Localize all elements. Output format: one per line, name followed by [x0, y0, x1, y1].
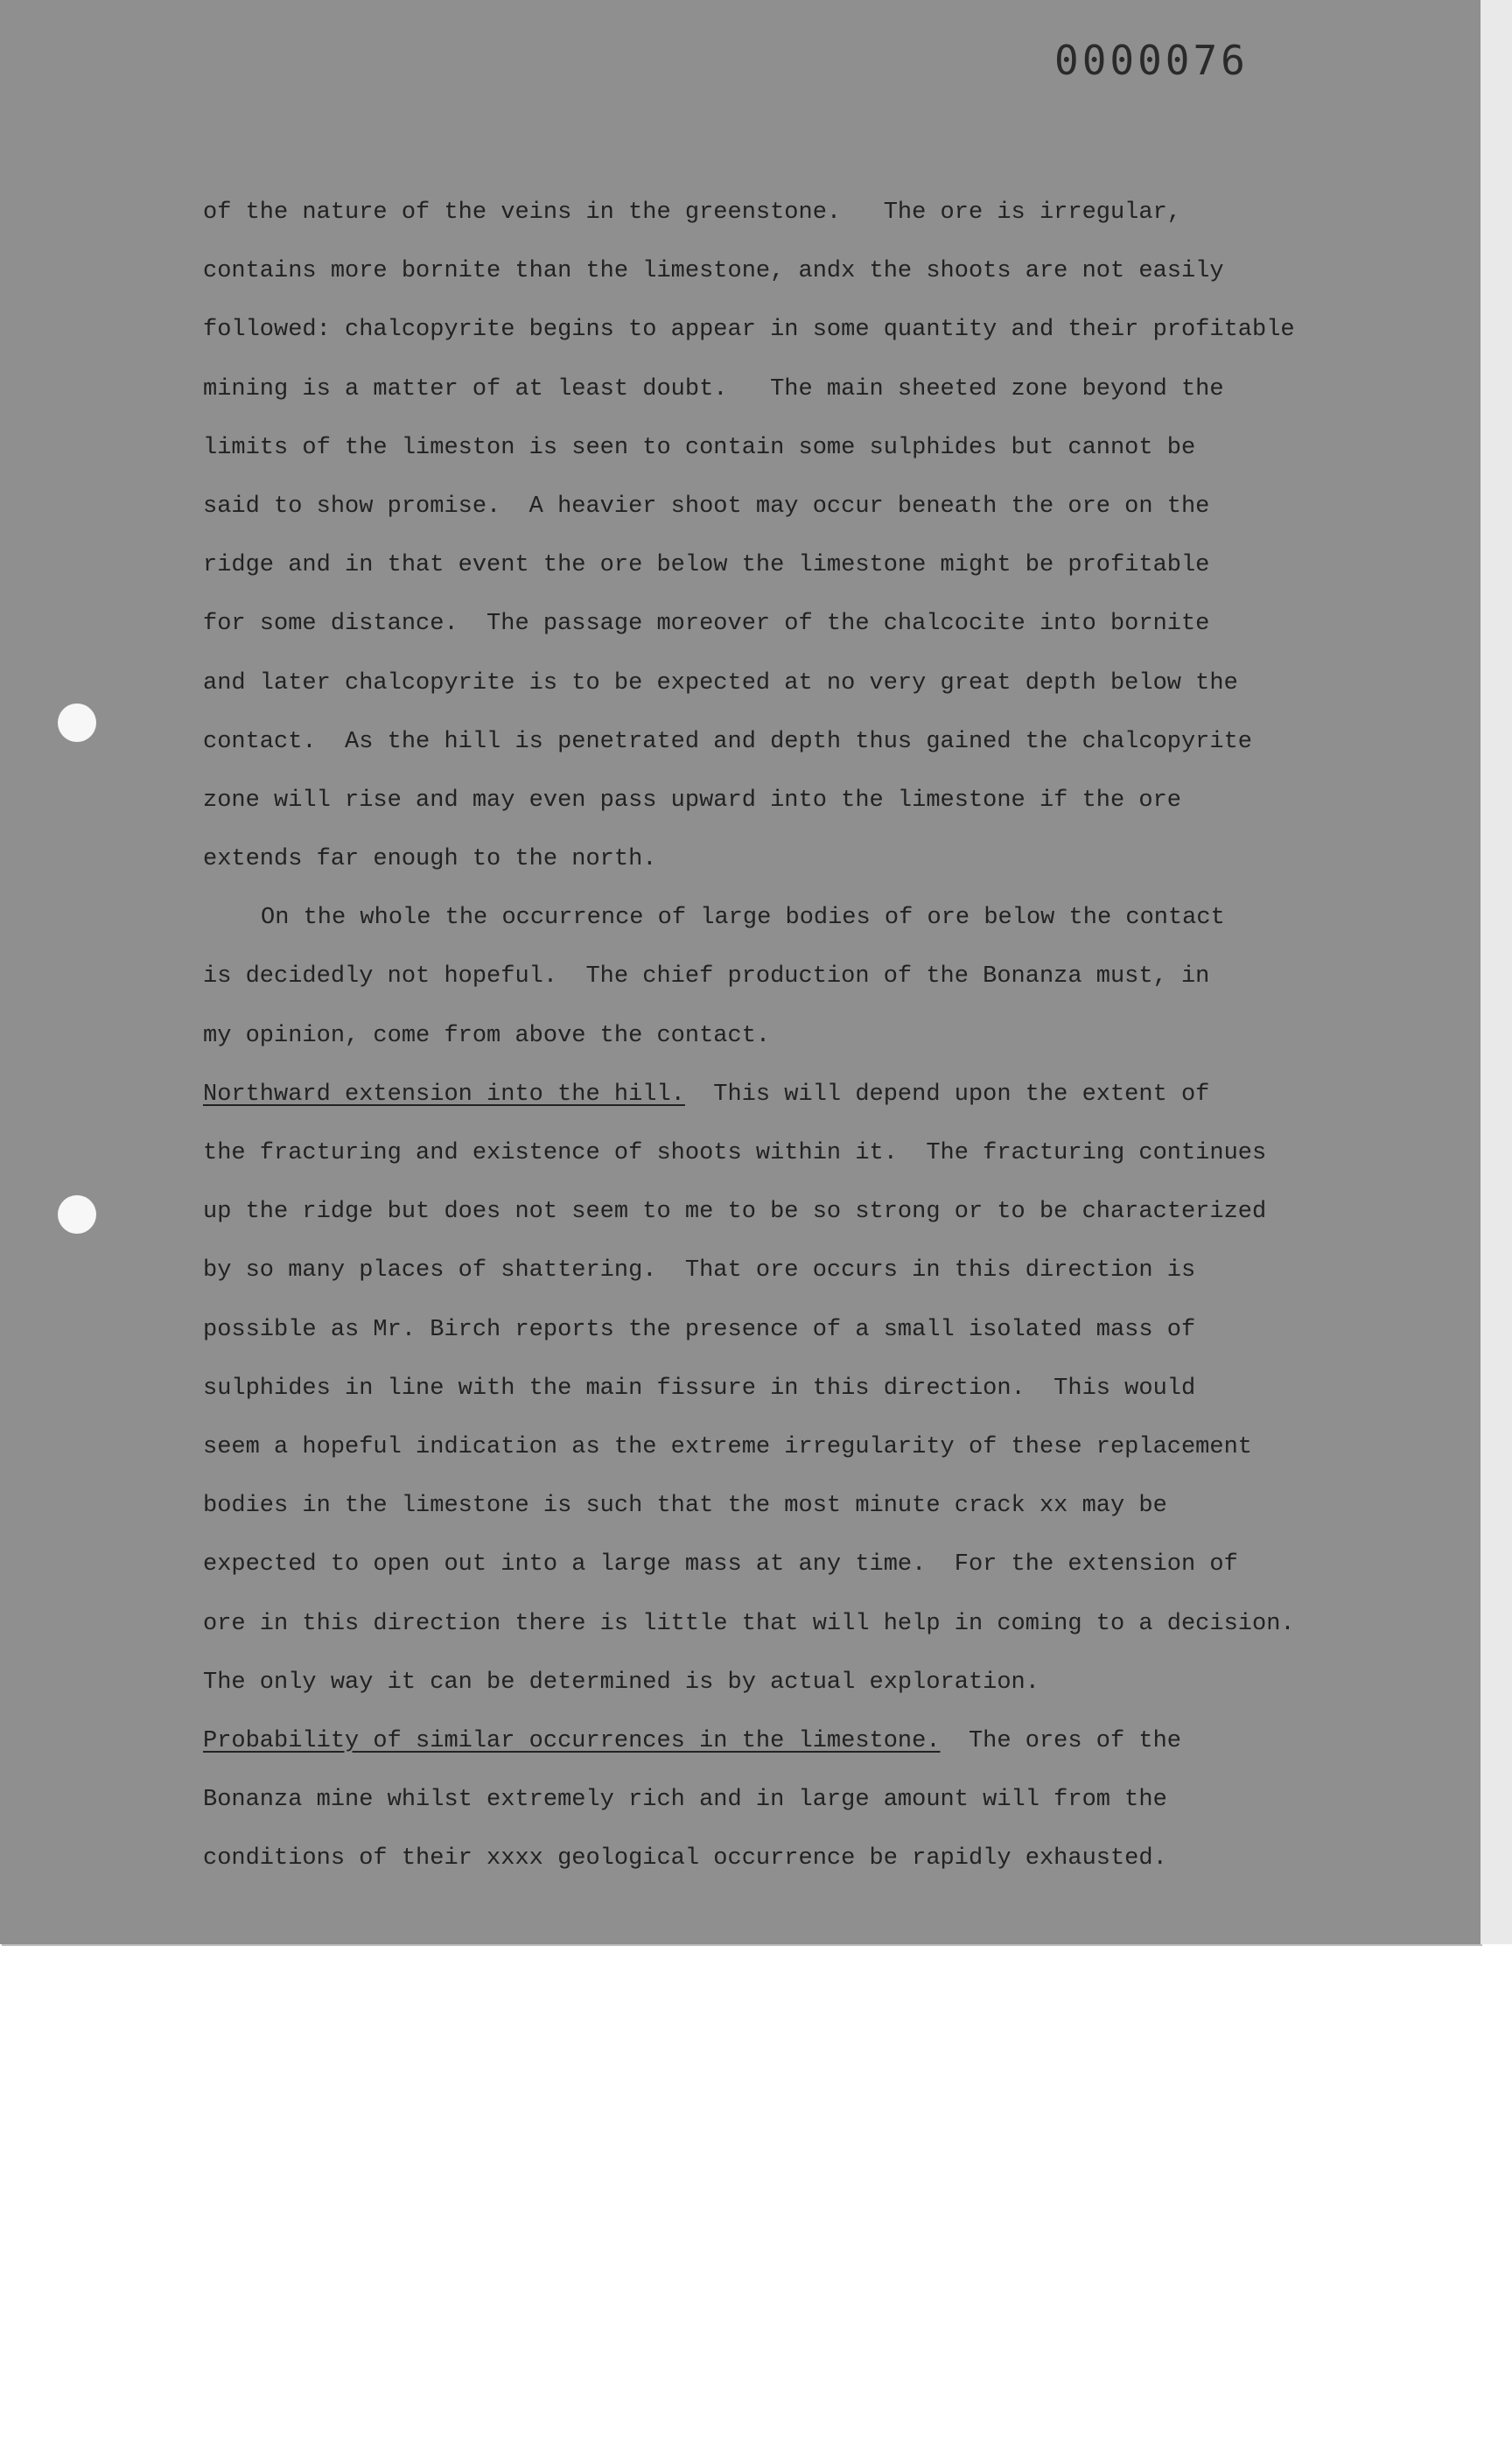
- text-line: [203, 1124, 1367, 1183]
- line-text: by so many places of shattering. That ore occurs in this direction is: [203, 1257, 1196, 1284]
- punch-hole-top: [58, 704, 96, 742]
- text-line: [203, 360, 1367, 419]
- line-text: conditions of their xxxx geological occurrence be rapidly exhausted.: [203, 1845, 1167, 1872]
- line-text: Bonanza mine whilst extremely rich and in large amount will from the: [203, 1787, 1167, 1814]
- text-line: [203, 1301, 1367, 1360]
- line-text: my opinion, come from above the contact.: [203, 1022, 771, 1049]
- line-text: possible as Mr. Birch reports the presence of a small isolated mass of: [203, 1316, 1196, 1343]
- text-line: [203, 830, 1367, 889]
- text-line: [203, 301, 1367, 360]
- line-text: followed: chalcopyrite begins to appear in some quantity and their profitable: [203, 317, 1295, 344]
- text-line: [203, 1242, 1367, 1300]
- line-text: zone will rise and may even pass upward into the limestone if the ore: [203, 787, 1181, 814]
- section-heading: Northward extension into the hill.: [203, 1081, 685, 1108]
- line-text: said to show promise. A heavier shoot may occur beneath the ore on the: [203, 493, 1210, 520]
- line-text: contact. As the hill is penetrated and depth thus gained the chalcopyrite: [203, 728, 1252, 755]
- text-line: [203, 1183, 1367, 1242]
- text-line: [203, 948, 1367, 1006]
- line-text: This will depend upon the extent of: [684, 1081, 1210, 1108]
- text-line: [203, 184, 1367, 242]
- text-line: [203, 1771, 1367, 1830]
- text-line: [203, 1654, 1367, 1712]
- line-text: up the ridge but does not seem to me to be so strong or to be characterized: [203, 1199, 1267, 1226]
- line-text: for some distance. The passage moreover of the chalcocite into bornite: [203, 611, 1210, 638]
- text-line: [203, 1477, 1367, 1536]
- line-text: The ores of the: [940, 1727, 1181, 1754]
- line-text: ore in this direction there is little that will help in coming to a decision.: [203, 1610, 1295, 1637]
- line-text: limits of the limeston is seen to contain some sulphides but cannot be: [203, 434, 1196, 461]
- page-edge: [1480, 0, 1512, 1944]
- section-heading: Probability of similar occurrences in the limestone.: [203, 1727, 941, 1754]
- text-line: [203, 1360, 1367, 1418]
- text-line: [203, 772, 1367, 830]
- line-text: the fracturing and existence of shoots within it. The fracturing continues: [203, 1140, 1267, 1166]
- document-body: [203, 184, 1367, 1888]
- line-text: contains more bornite than the limestone, andx the shoots are not easily: [203, 258, 1224, 285]
- line-text: seem a hopeful indication as the extreme irregularity of these replacement: [203, 1433, 1252, 1460]
- line-text: bodies in the limestone is such that the most minute crack xx may be: [203, 1493, 1167, 1520]
- text-line: [203, 536, 1367, 595]
- line-text: mining is a matter of at least doubt. The main sheeted zone beyond the: [203, 375, 1224, 402]
- text-line: [203, 1830, 1367, 1888]
- text-line: [203, 889, 1367, 948]
- text-line: [203, 595, 1367, 654]
- line-text: and later chalcopyrite is to be expected at no very great depth below the: [203, 669, 1238, 696]
- line-text: sulphides in line with the main fissure in this direction. This would: [203, 1375, 1196, 1402]
- line-text: ridge and in that event the ore below the limestone might be profitable: [203, 552, 1210, 579]
- page-number: 0000076: [1054, 37, 1249, 84]
- line-text: On the whole the occurrence of large bodies of ore below the contact: [261, 905, 1225, 932]
- section-heading-line: [203, 1066, 1367, 1124]
- punch-hole-bottom: [58, 1195, 96, 1234]
- text-line: [203, 419, 1367, 478]
- text-line: [203, 654, 1367, 713]
- text-line: [203, 713, 1367, 772]
- text-line: [203, 1536, 1367, 1594]
- line-text: is decidedly not hopeful. The chief production of the Bonanza must, in: [203, 963, 1210, 990]
- text-line: [203, 1418, 1367, 1477]
- line-text: of the nature of the veins in the greenstone. The ore is irregular,: [203, 200, 1181, 226]
- line-text: extends far enough to the north.: [203, 846, 657, 873]
- line-text: The only way it can be determined is by actual exploration.: [203, 1669, 1040, 1696]
- text-line: [203, 1007, 1367, 1066]
- text-line: [203, 242, 1367, 301]
- section-heading-line: [203, 1712, 1367, 1771]
- text-line: [203, 478, 1367, 536]
- line-text: expected to open out into a large mass at any time. For the extension of: [203, 1551, 1238, 1578]
- text-line: [203, 1595, 1367, 1654]
